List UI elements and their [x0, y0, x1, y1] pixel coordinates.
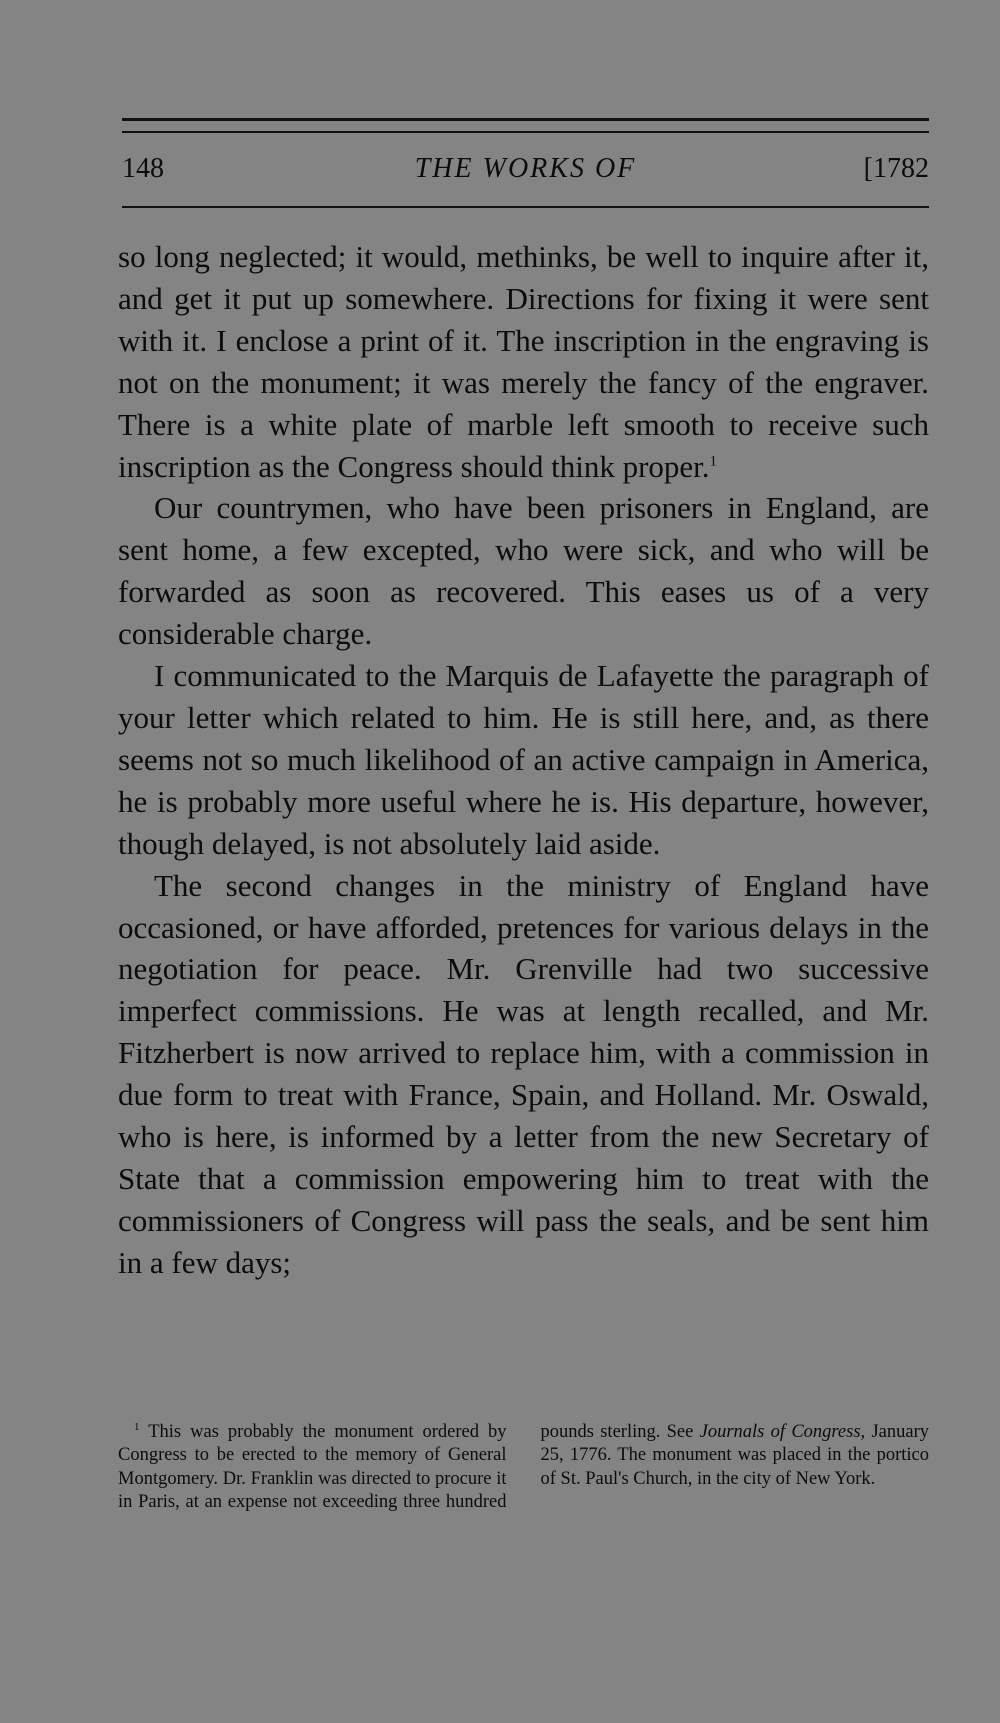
page-number: 148	[122, 153, 164, 184]
paragraph-1-text: so long neglected; it would, methinks, be well to inquire after it, and get it put up somewhere. Directions for fixing it were sent with it. I enclose a print of it. The inscription in the engraving is not on the monument; it was merely the fancy of the engraver. There is a white plate of marble left smooth to receive such inscription as the Congress should think proper.	[118, 239, 929, 484]
footnote-journal-title: Journals of Congress	[699, 1422, 861, 1442]
footnote-1	[118, 1421, 929, 1514]
paragraph-1	[118, 236, 929, 487]
running-year: [1782	[863, 153, 929, 184]
paragraph-4: The second changes in the ministry of England have occasioned, or have afforded, pretences for various delays in the negotiation for peace. Mr. Grenville had two successive imperfect commissions. He was at length recalled, and Mr. Fitzherbert is now arrived to replace him, with a commission in due form to treat with France, Spain, and Holland. Mr. Oswald, who is here, is informed by a letter from the new Secretary of State that a commission empowering him to treat with the commissioners of Congress will pass the seals, and be sent him in a few days;	[118, 867, 929, 1280]
footnote-text-b: , January 25, 1776. The monument was placed in the portico of St. Paul's Church, in the city of New York.	[540, 1422, 929, 1489]
body-text	[118, 236, 929, 1284]
footnote-mark: 1	[134, 1420, 140, 1433]
running-head	[122, 153, 929, 193]
header-rule-bottom	[122, 206, 929, 208]
footnote-reference: 1	[709, 453, 718, 470]
paragraph-3: I communicated to the Marquis de Lafayette the paragraph of your letter which related to him. He is still here, and, as there seems not so much likelihood of an active campaign in America, he is probably more useful where he is. His departure, however, though delayed, is not absolutely laid aside.	[118, 658, 929, 861]
footnote-text-a: This was probably the monument ordered by Congress to be erected to the memory of General Montgomery. Dr. Franklin was directed to procure it in Paris, at an expense not exceeding three hundred pounds sterling. See	[118, 1422, 694, 1512]
footnotes	[118, 1421, 929, 1514]
header-rule-top	[122, 118, 929, 121]
header-rule-second	[122, 131, 929, 133]
running-title: THE WORKS OF	[414, 153, 637, 184]
paragraph-2: Our countrymen, who have been prisoners in England, are sent home, a few excepted, who were sick, and who will be forwarded as soon as recovered. This eases us of a very considerable charge.	[118, 490, 929, 652]
